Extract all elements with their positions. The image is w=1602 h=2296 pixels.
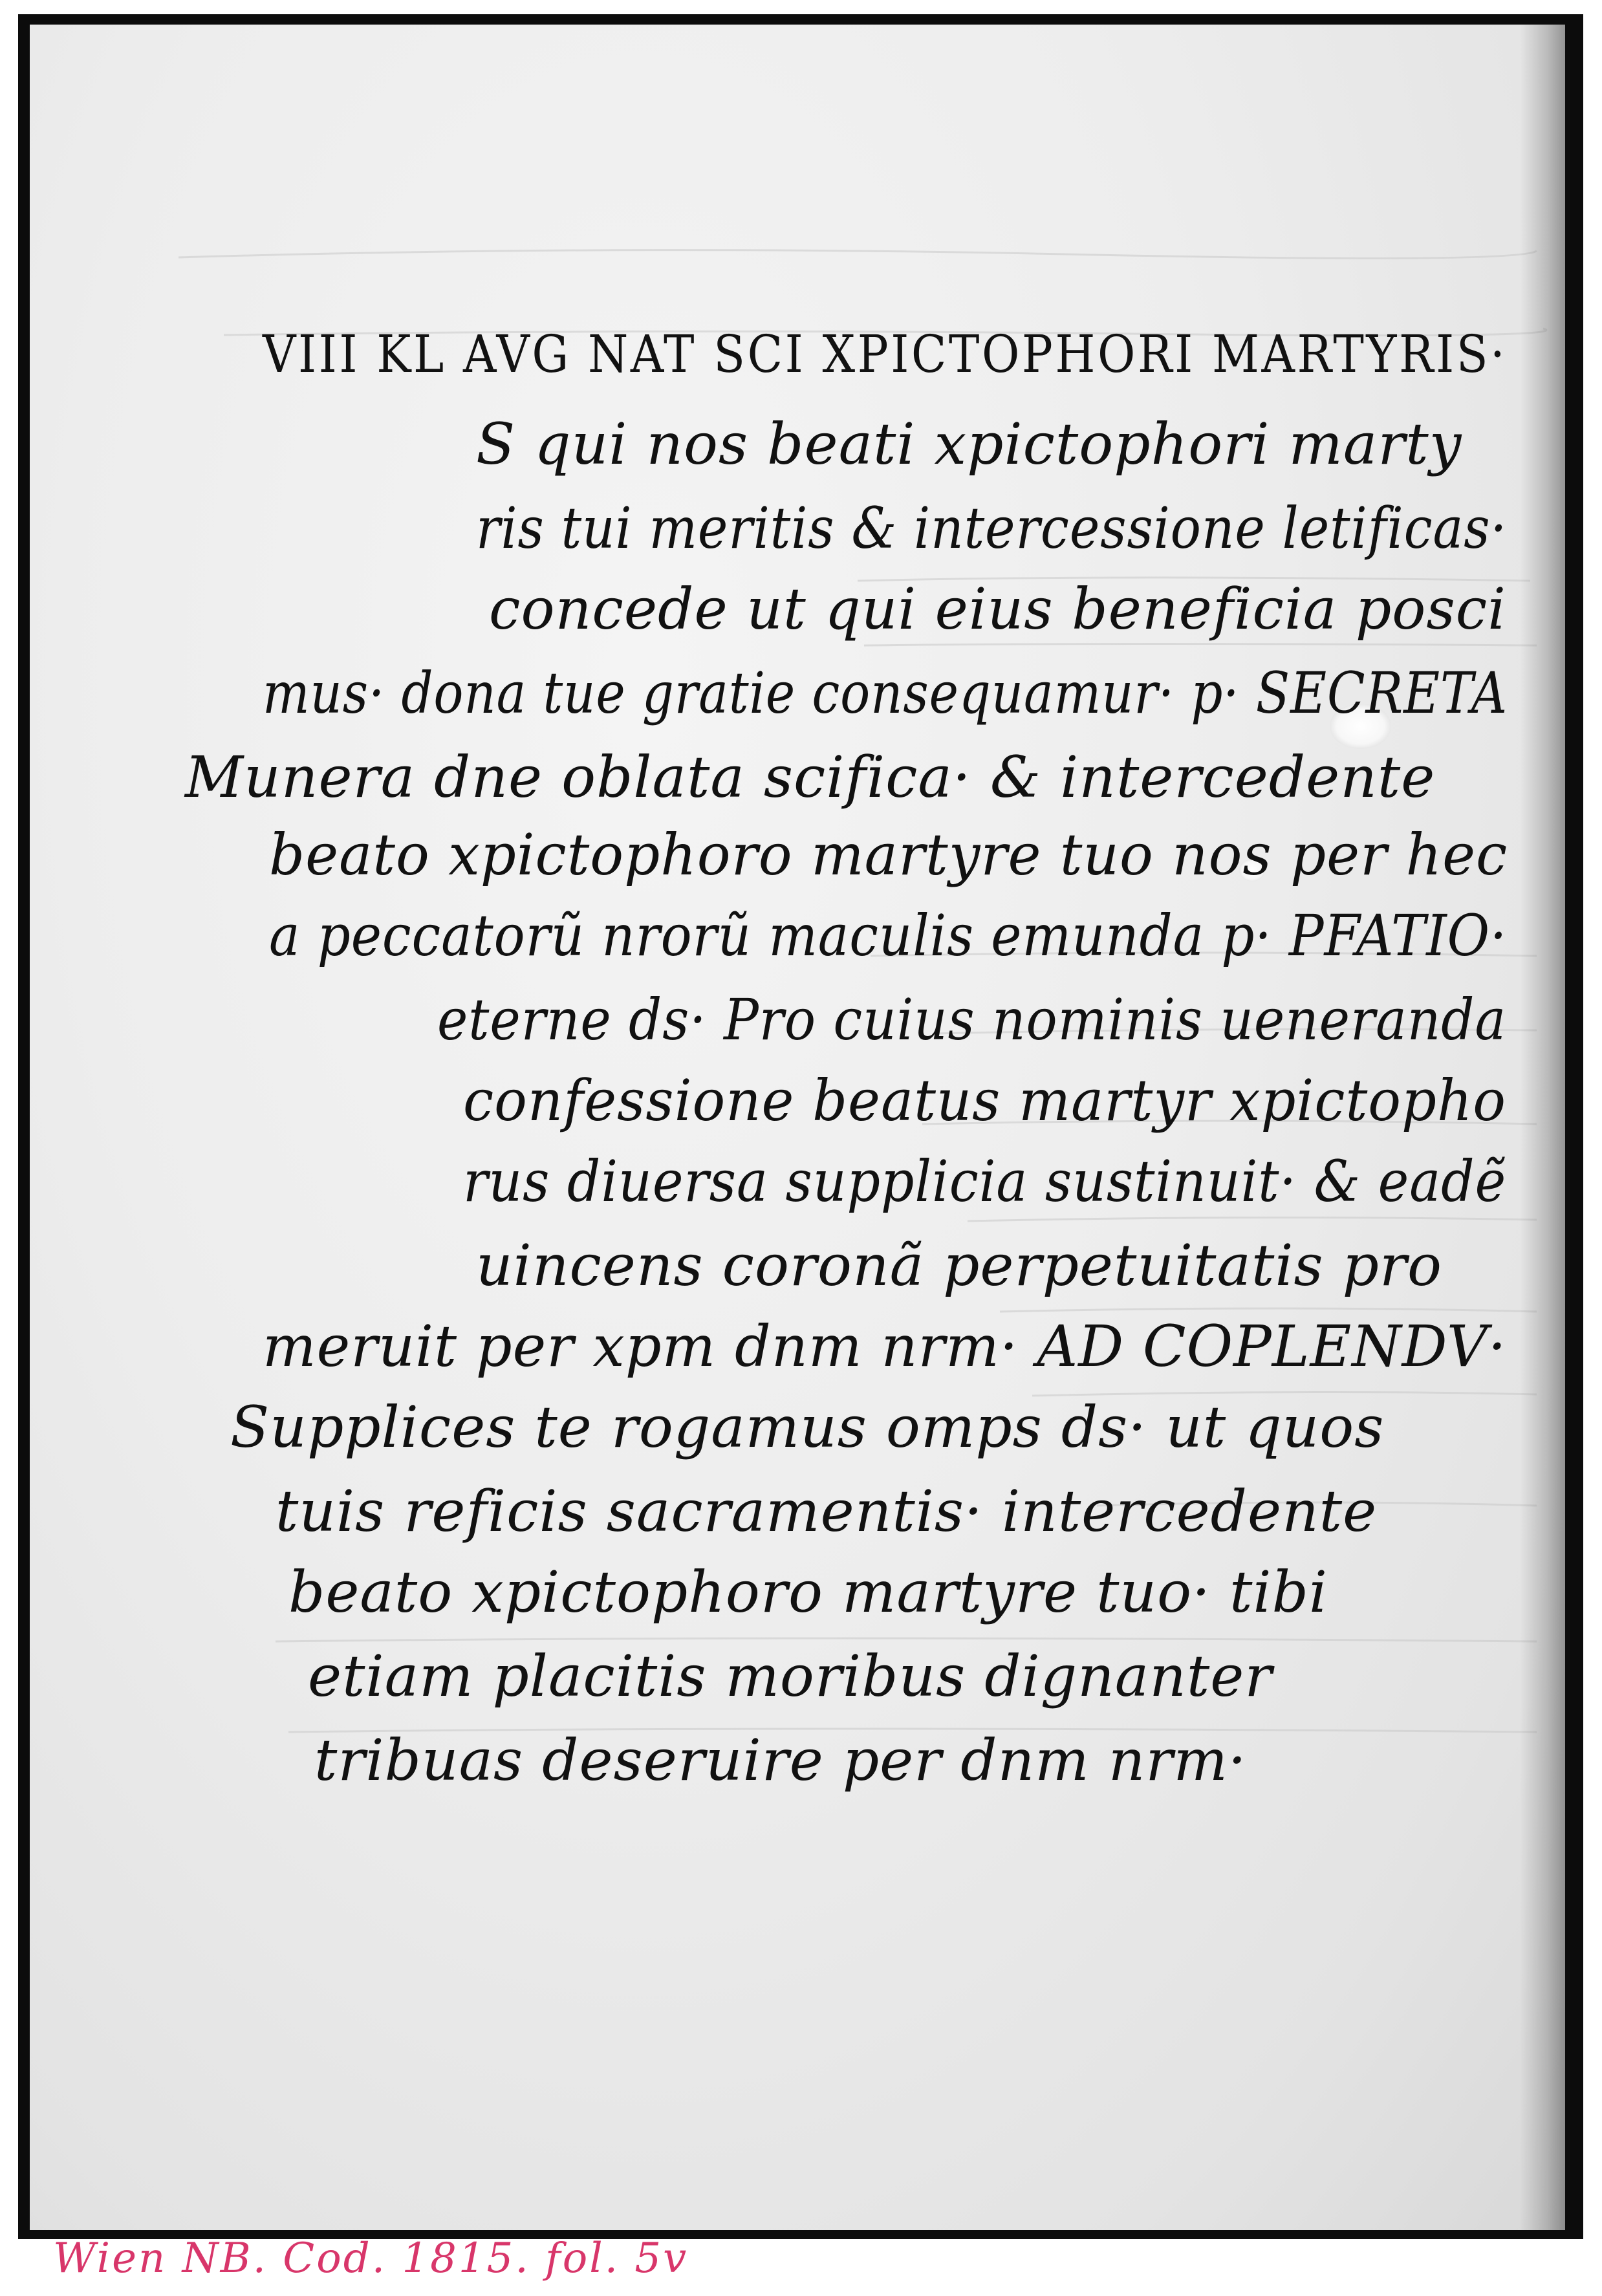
manuscript-line: S qui nos beati xpictophori marty xyxy=(476,411,1462,477)
manuscript-text xyxy=(30,25,1565,2230)
manuscript-line: uincens coronã perpetuitatis pro xyxy=(476,1232,1443,1299)
manuscript-line: beato xpictophoro martyre tuo nos per hec xyxy=(269,821,1508,888)
manuscript-line: etiam placitis moribus dignanter xyxy=(308,1643,1273,1709)
manuscript-line: ris tui meritis & intercessione letificas· xyxy=(476,495,1508,561)
binding-shadow xyxy=(1520,25,1565,2230)
photograph-frame xyxy=(18,14,1583,2239)
manuscript-leaf xyxy=(30,25,1565,2230)
manuscript-line: concede ut qui eius beneficia posci xyxy=(489,576,1506,642)
manuscript-line: Supplices te rogamus omps ds· ut quos xyxy=(230,1394,1385,1460)
manuscript-line: rus diuersa supplicia sustinuit· & eadẽ xyxy=(463,1148,1507,1215)
manuscript-line: confessione beatus martyr xpictopho xyxy=(463,1067,1506,1134)
manuscript-line: tuis reficis sacramentis· intercedente xyxy=(276,1478,1378,1544)
manuscript-line: meruit per xpm dnm nrm· AD COPLENDV· xyxy=(263,1313,1507,1380)
manuscript-line: beato xpictophoro martyre tuo· tibi xyxy=(288,1559,1328,1625)
manuscript-line: a peccatorũ nrorũ maculis emunda p· PFATIO· xyxy=(269,902,1508,969)
manuscript-line: VIII KL AVG NAT SCI XPICTOPHORI MARTYRIS· xyxy=(263,324,1508,384)
manuscript-line: Munera dne oblata scifica· & intercedente xyxy=(185,744,1436,810)
manuscript-line: mus· dona tue gratie consequamur· p· SECRETA xyxy=(263,660,1508,726)
archive-label: Wien NB. Cod. 1815. fol. 5v xyxy=(53,2235,689,2282)
manuscript-line: tribuas deseruire per dnm nrm· xyxy=(314,1727,1247,1793)
manuscript-line: eterne ds· Pro cuius nominis ueneranda xyxy=(437,986,1507,1053)
